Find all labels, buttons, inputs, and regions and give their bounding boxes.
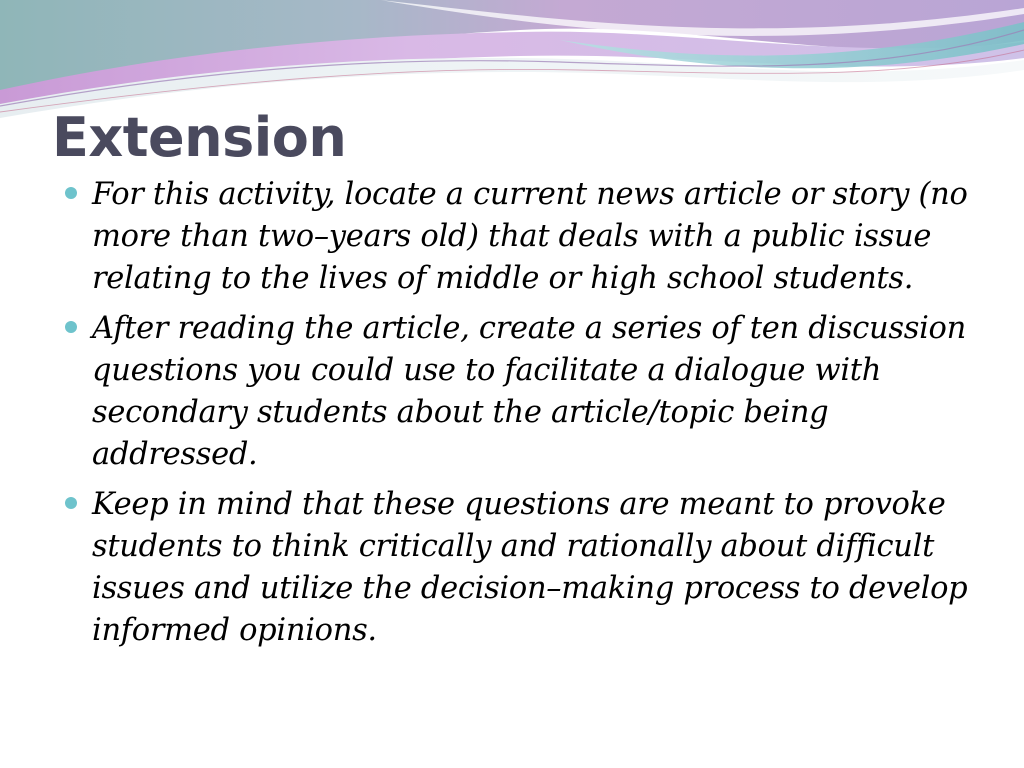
bullet-dot-icon	[65, 187, 77, 199]
bullet-dot-icon	[65, 321, 77, 333]
bullet-item	[62, 308, 982, 476]
bullet-item	[62, 484, 982, 652]
slide-title: Extension	[52, 106, 347, 169]
bullet-text: After reading the article, create a series of ten discussion questions you could use to facilitate a dialogue with secondary students about the article/topic being addressed.	[92, 311, 966, 472]
bullet-text: For this activity, locate a current news article or story (no more than two–years old) that deals with a public issue relating to the lives of middle or high school students.	[92, 177, 968, 296]
bullet-text: Keep in mind that these questions are meant to provoke students to think critically and rationally about difficult issues and utilize the decision–making process to develop informed opinions.	[92, 487, 968, 648]
bullet-dot-icon	[65, 497, 77, 509]
bullet-list	[62, 174, 982, 660]
bullet-item	[62, 174, 982, 300]
